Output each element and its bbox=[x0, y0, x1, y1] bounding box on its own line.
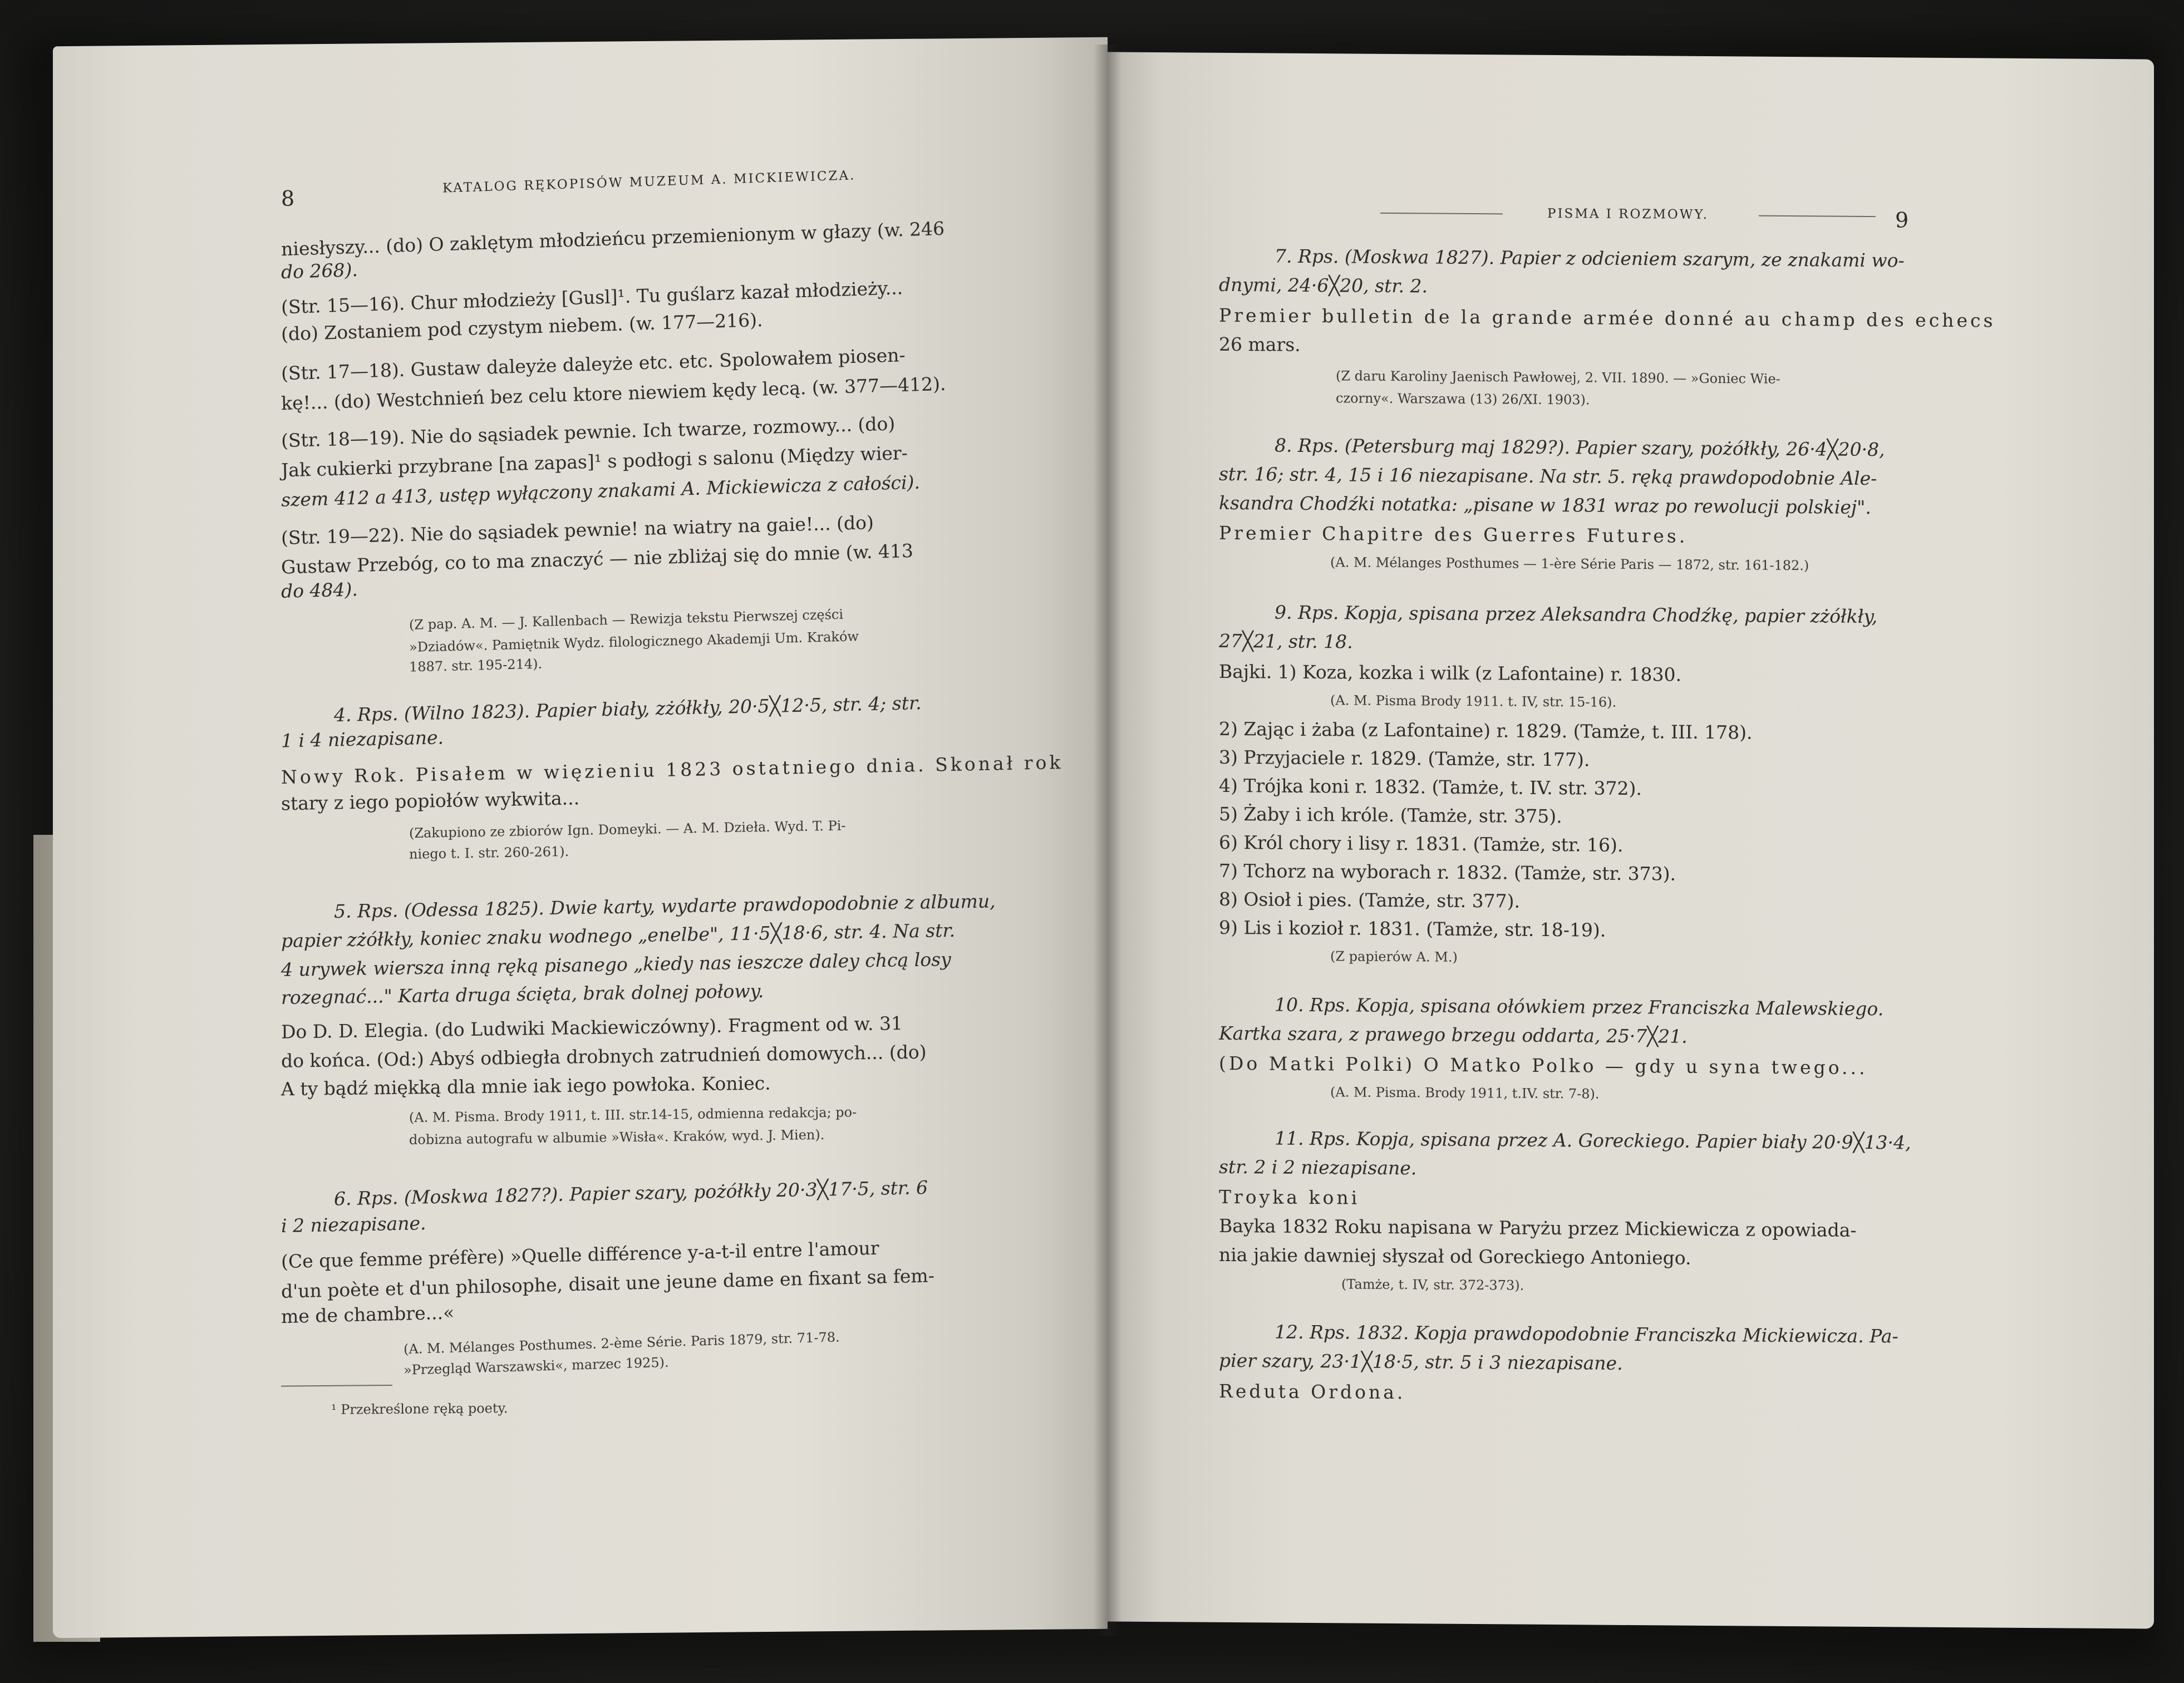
text-line: do 484). bbox=[281, 578, 358, 602]
text-line: niesłyszy... (do) O zaklętym młodzieńcu przemienionym w głazy (w. 246 bbox=[281, 217, 945, 260]
entry-heading: pier szary, 23·1╳18·5, str. 5 i 3 niezapisane. bbox=[1219, 1349, 1623, 1374]
entry-heading: 5. Rps. (Odessa 1825). Dwie karty, wydarte prawdopodobnie z albumu, bbox=[333, 890, 996, 923]
right-page bbox=[1108, 52, 2154, 1628]
entry-heading: 1 i 4 niezapisane. bbox=[281, 726, 444, 752]
text-line: do końca. (Od:) Abyś odbiegła drobnych zatrudnień domowych... (do) bbox=[281, 1041, 927, 1072]
entry-heading: 12. Rps. 1832. Kopja prawdopodobnie Franciszka Mickiewicza. Pa- bbox=[1275, 1321, 1898, 1347]
entry-heading: 6. Rps. (Moskwa 1827?). Papier szary, pożółkły 20·3╳17·5, str. 6 bbox=[333, 1176, 928, 1210]
citation-line: dobizna autografu w albumie »Wisła«. Kraków, wyd. J. Mien). bbox=[409, 1126, 825, 1148]
text-line: (Do Matki Polki) O Matko Polko — gdy u syna twego... bbox=[1219, 1052, 1868, 1079]
fable-item: 3) Przyjaciele r. 1829. (Tamże, str. 177). bbox=[1219, 746, 1590, 771]
text-line: kę!... (do) Westchnień bez celu ktore niewiem kędy lecą. (w. 377—412). bbox=[281, 372, 946, 415]
citation-line: (A. M. Pisma Brody 1911. t. IV, str. 15-16). bbox=[1330, 692, 1617, 710]
footnote-rule bbox=[281, 1385, 392, 1387]
entry-heading: 10. Rps. Kopja, spisana ołówkiem przez Franciszka Malewskiego. bbox=[1275, 993, 1884, 1020]
entry-heading: str. 2 i 2 niezapisane. bbox=[1219, 1155, 1417, 1179]
entry-heading: Kartka szara, z prawego brzegu oddarta, 25·7╳21. bbox=[1219, 1022, 1688, 1047]
citation-line: (A. M. Pisma. Brody 1911, t. III. str.14-15, odmienna redakcja; po- bbox=[409, 1104, 857, 1126]
text-line: d'un poète et d'un philosophe, disait une jeune dame en fixant sa fem- bbox=[281, 1264, 935, 1302]
left-running-head: KATALOG RĘKOPISÓW MUZEUM A. MICKIEWICZA. bbox=[442, 168, 856, 196]
citation-line: (A. M. Mélanges Posthumes. 2-ème Série. Paris 1879, str. 71-78. bbox=[403, 1329, 840, 1357]
entry-heading: 4. Rps. (Wilno 1823). Papier biały, zżółkły, 20·5╳12·5, str. 4; str. bbox=[333, 692, 922, 726]
citation-line: (Z papierów A. M.) bbox=[1330, 948, 1458, 965]
text-line: Jak cukierki przybrane [na zapas]¹ s podłogi s salonu (Między wier- bbox=[281, 442, 908, 481]
text-line: A ty bądź miękką dla mnie iak iego powłoka. Koniec. bbox=[281, 1072, 771, 1100]
fable-item: 2) Zając i żaba (z Lafontaine) r. 1829. (Tamże, t. III. 178). bbox=[1219, 717, 1753, 744]
entry-heading: 8. Rps. (Petersburg maj 1829?). Papier szary, pożółkły, 26·4╳20·8, bbox=[1275, 434, 1885, 461]
entry-heading: i 2 niezapisane. bbox=[281, 1212, 426, 1237]
right-running-head: PISMA I ROZMOWY. bbox=[1547, 206, 1709, 222]
fable-item: 8) Osioł i pies. (Tamże, str. 377). bbox=[1219, 888, 1520, 912]
left-page-number: 8 bbox=[281, 186, 295, 211]
running-head-rule-left bbox=[1380, 213, 1503, 215]
entry-heading: papier zżółkły, koniec znaku wodnego „enelbe", 11·5╳18·6, str. 4. Na str. bbox=[281, 919, 956, 952]
entry-heading: 7. Rps. (Moskwa 1827). Papier z odcieniem szarym, ze znakami wo- bbox=[1275, 245, 1905, 272]
citation-line: (Z pap. A. M. — J. Kallenbach — Rewizja tekstu Pierwszej części bbox=[409, 606, 844, 633]
citation-line: 1887. str. 195-214). bbox=[409, 656, 543, 675]
citation-line: (A. M. Pisma. Brody 1911, t.IV. str. 7-8). bbox=[1330, 1084, 1600, 1102]
text-line: Bayka 1832 Roku napisana w Paryżu przez Mickiewicza z opowiada- bbox=[1219, 1214, 1857, 1241]
citation-line: »Dziadów«. Pamiętnik Wydz. filologicznego Akademji Um. Kraków bbox=[409, 628, 859, 656]
text-line: me de chambre...« bbox=[281, 1301, 455, 1328]
text-line: Bajki. 1) Koza, kozka i wilk (z Lafontaine) r. 1830. bbox=[1219, 660, 1681, 686]
text-line: (Ce que femme préfère) »Quelle différence y-a-t-il entre l'amour bbox=[281, 1237, 879, 1273]
text-line: Premier bulletin de la grande armée donné au champ des echecs bbox=[1219, 304, 1996, 332]
entry-heading: 9. Rps. Kopja, spisana przez Aleksandra Chodźkę, papier zżółkły, bbox=[1275, 601, 1878, 628]
fable-item: 9) Lis i kozioł r. 1831. (Tamże, str. 18-19). bbox=[1219, 916, 1606, 941]
text-line: Troyka koni bbox=[1219, 1185, 1360, 1209]
footnote: ¹ Przekreślone ręką poety. bbox=[331, 1400, 508, 1418]
entry-heading: 27╳21, str. 18. bbox=[1219, 629, 1353, 653]
text-line: 26 mars. bbox=[1219, 333, 1301, 356]
text-line: do 268). bbox=[281, 258, 358, 283]
citation-line: (A. M. Mélanges Posthumes — 1-ère Série Paris — 1872, str. 161-182.) bbox=[1330, 554, 1809, 574]
entry-heading: str. 16; str. 4, 15 i 16 niezapisane. Na str. 5. ręką prawdopodobnie Ale- bbox=[1219, 462, 1877, 490]
running-head-rule-right bbox=[1759, 215, 1876, 217]
text-line: Do D. D. Elegia. (do Ludwiki Mackiewiczówny). Fragment od w. 31 bbox=[281, 1012, 903, 1043]
text-line: Reduta Ordona. bbox=[1219, 1380, 1406, 1404]
entry-heading: 11. Rps. Kopja, spisana przez A. Goreckiego. Papier biały 20·9╳13·4, bbox=[1275, 1127, 1911, 1154]
text-line: Gustaw Przebóg, co to ma znaczyć — nie zbliżaj się do mnie (w. 413 bbox=[281, 539, 914, 578]
citation-line: (Zakupiono ze zbiorów Ign. Domeyki. — A. M. Dzieła. Wyd. T. Pi- bbox=[409, 818, 846, 842]
citation-line: czorny«. Warszawa (13) 26/XI. 1903). bbox=[1336, 390, 1590, 408]
text-line: stary z iego popiołów wykwita... bbox=[281, 787, 580, 815]
text-line: nia jakie dawniej słyszał od Goreckiego Antoniego. bbox=[1219, 1243, 1691, 1269]
text-line: (do) Zostaniem pod czystym niebem. (w. 177—216). bbox=[281, 309, 763, 345]
right-page-number: 9 bbox=[1895, 208, 1909, 233]
text-line: (Str. 19—22). Nie do sąsiadek pewnie! na wiatry na gaie!... (do) bbox=[281, 511, 874, 549]
book-gutter bbox=[1094, 45, 1121, 1636]
text-line: (Str. 18—19). Nie do sąsiadek pewnie. Ich twarze, rozmowy... (do) bbox=[281, 412, 896, 452]
entry-heading: dnymi, 24·6╳20, str. 2. bbox=[1219, 273, 1428, 297]
text-line: (Str. 15—16). Chur młodzieży [Gusl]¹. Tu guślarz kazał młodzieży... bbox=[281, 277, 903, 318]
citation-line: niego t. I. str. 260-261). bbox=[409, 843, 569, 862]
text-line: Premier Chapitre des Guerres Futures. bbox=[1219, 521, 1688, 547]
entry-heading: ksandra Chodźki notatka: „pisane w 1831 wraz po rewolucji polskiej". bbox=[1219, 491, 1871, 519]
fable-item: 4) Trójka koni r. 1832. (Tamże, t. IV. str. 372). bbox=[1219, 774, 1642, 800]
entry-heading: 4 urywek wiersza inną ręką pisanego „kiedy nas ieszcze daley chcą losy bbox=[281, 948, 951, 981]
left-page bbox=[53, 37, 1108, 1638]
citation-line: (Z daru Karoliny Jaenisch Pawłowej, 2. VII. 1890. — »Goniec Wie- bbox=[1336, 368, 1780, 387]
entry-heading: rozegnać..." Karta druga ścięta, brak dolnej połowy. bbox=[281, 980, 764, 1008]
fable-item: 6) Król chory i lisy r. 1831. (Tamże, str. 16). bbox=[1219, 831, 1624, 856]
fable-item: 5) Żaby i ich króle. (Tamże, str. 375). bbox=[1219, 803, 1562, 828]
citation-line: »Przegląd Warszawski«, marzec 1925). bbox=[403, 1354, 669, 1378]
text-line: (Str. 17—18). Gustaw daleyże daleyże etc. etc. Spolowałem piosen- bbox=[281, 344, 906, 385]
text-line: szem 412 a 413, ustęp wyłączony znakami A. Mickiewicza z całości). bbox=[281, 471, 921, 511]
text-line: Nowy Rok. Pisałem w więzieniu 1823 ostatniego dnia. Skonał rok bbox=[281, 751, 1064, 789]
fable-item: 7) Tchorz na wyborach r. 1832. (Tamże, str. 373). bbox=[1219, 859, 1676, 885]
citation-line: (Tamże, t. IV, str. 372-373). bbox=[1341, 1276, 1524, 1293]
